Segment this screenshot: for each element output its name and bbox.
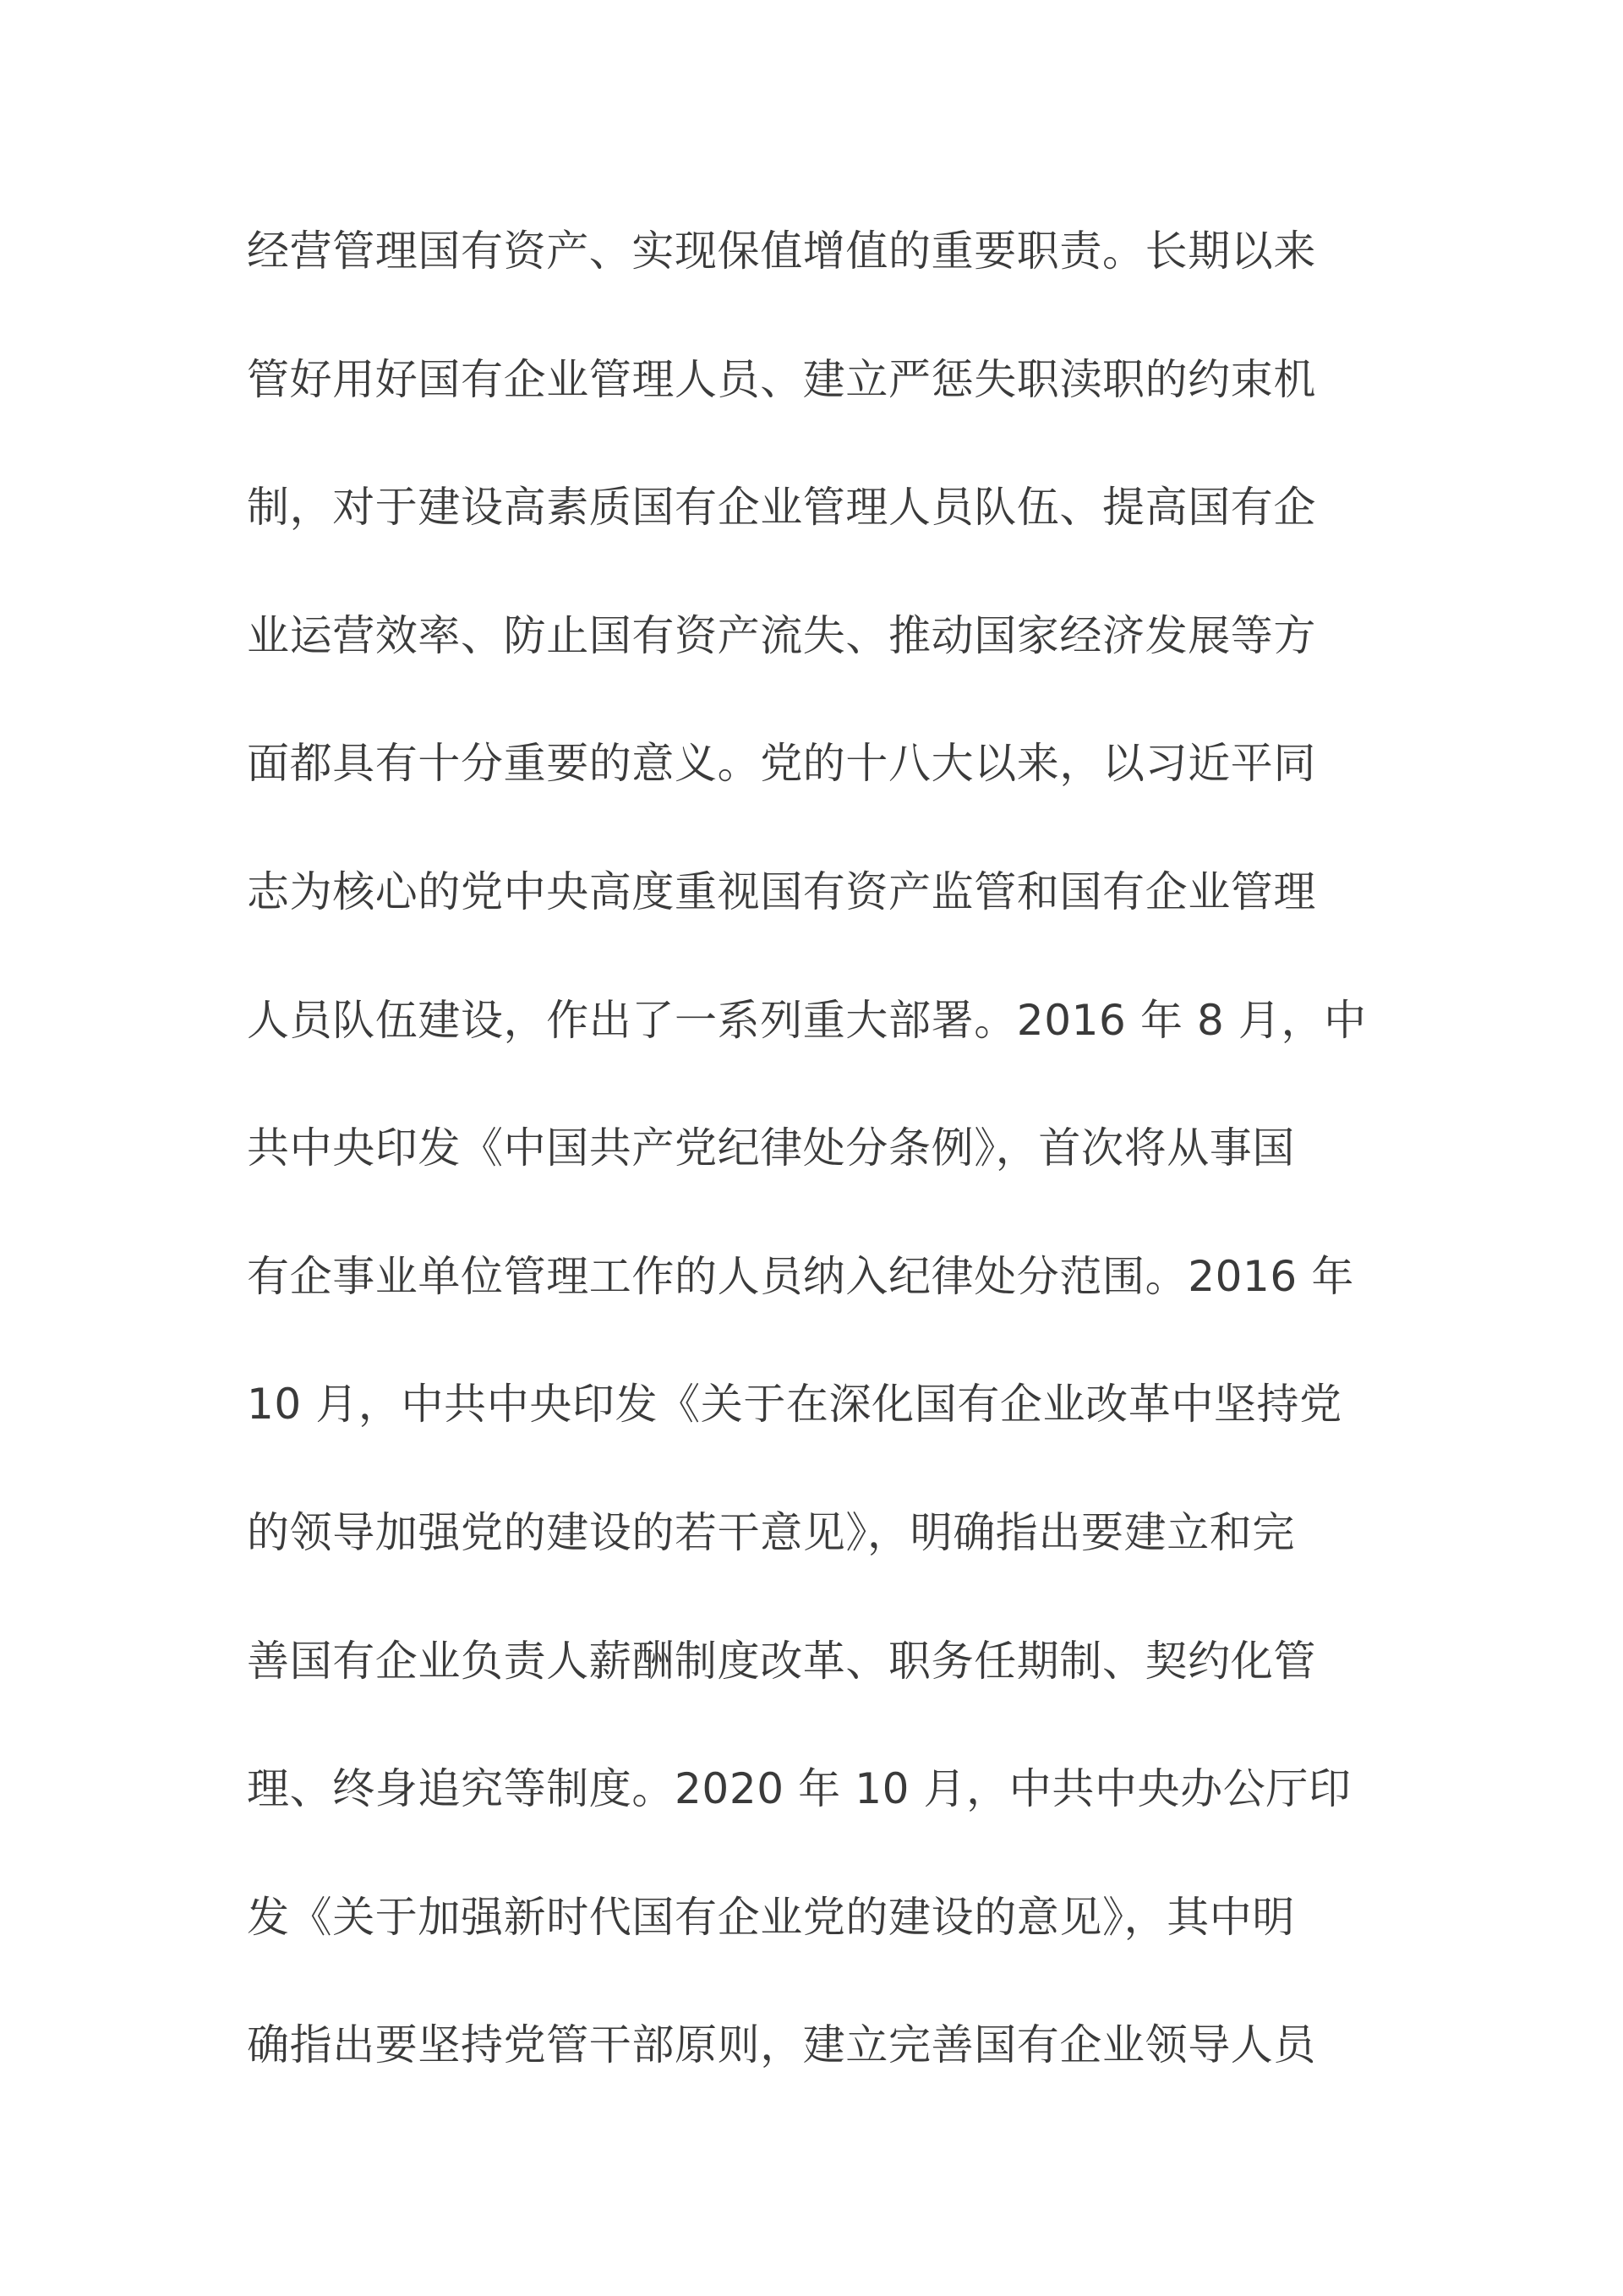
- text-line: 经营管理国有资产、实现保值增值的重要职责。长期以来: [247, 227, 1316, 276]
- text-line: 面都具有十分重要的意义。党的十八大以来，以习近平同: [247, 739, 1316, 789]
- text-line: 志为核心的党中央高度重视国有资产监管和国有企业管理: [247, 866, 1316, 916]
- text-line: 制，对于建设高素质国有企业管理人员队伍、提高国有企: [247, 483, 1316, 533]
- text-line: 理、终身追究等制度。2020 年 10 月，中共中央办公厅印: [247, 1764, 1352, 1814]
- text-line: 管好用好国有企业管理人员、建立严惩失职渎职的约束机: [247, 354, 1316, 404]
- text-line: 人员队伍建设，作出了一系列重大部署。2016 年 8 月，中: [247, 995, 1367, 1045]
- text-line: 有企事业单位管理工作的人员纳入纪律处分范围。2016 年: [247, 1251, 1354, 1301]
- text-line: 发《关于加强新时代国有企业党的建设的意见》，其中明: [247, 1892, 1295, 1942]
- body-paragraph: [247, 227, 1380, 2152]
- text-line: 的领导加强党的建设的若干意见》，明确指出要建立和完: [247, 1507, 1295, 1557]
- text-line: 业运营效率、防止国有资产流失、推动国家经济发展等方: [247, 610, 1316, 660]
- text-line: 善国有企业负责人薪酬制度改革、职务任期制、契约化管: [247, 1636, 1316, 1686]
- text-line: 10 月，中共中央印发《关于在深化国有企业改革中坚持党: [247, 1380, 1342, 1430]
- text-line: 确指出要坚持党管干部原则，建立完善国有企业领导人员: [247, 2020, 1316, 2070]
- text-line: 共中央印发《中国共产党纪律处分条例》，首次将从事国: [247, 1123, 1295, 1173]
